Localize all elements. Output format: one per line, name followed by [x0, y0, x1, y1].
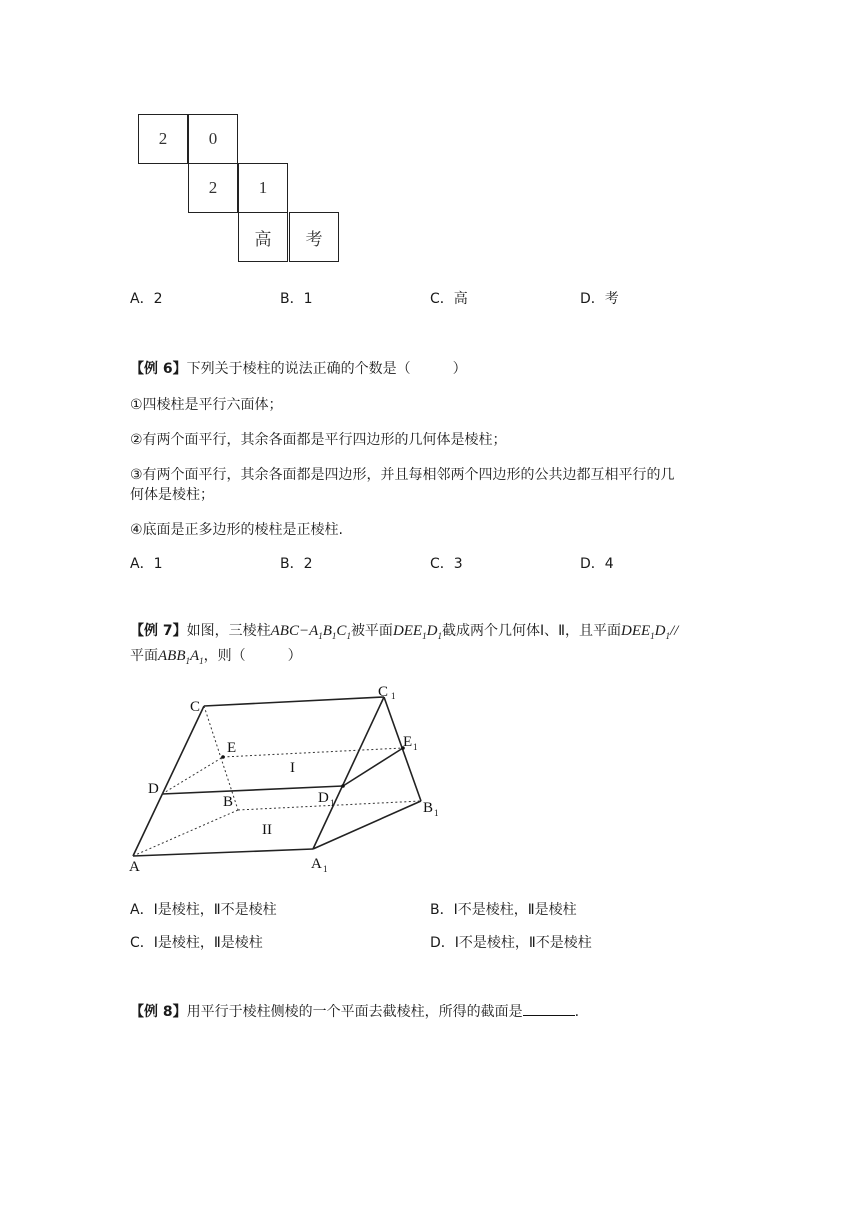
edge-AA1 — [133, 849, 313, 856]
subscript: 1 — [318, 631, 323, 641]
edge-CC1 — [204, 697, 384, 706]
point-D1 — [341, 784, 345, 788]
label-D1-sub: 1 — [330, 798, 335, 808]
plane-part: DEE — [392, 623, 423, 639]
label-B1: B — [423, 800, 434, 816]
label-A1: A — [311, 856, 322, 872]
label-C1: C — [378, 684, 389, 700]
hidden-EE1 — [223, 748, 403, 757]
label-B: B — [223, 794, 234, 810]
answer-blank[interactable] — [523, 1001, 575, 1016]
plane-part: D — [426, 623, 438, 639]
example8-text: 用平行于棱柱侧棱的一个平面去截棱柱，所得的截面是 — [186, 1004, 523, 1020]
label-A: A — [129, 859, 140, 875]
label-I: I — [290, 760, 295, 776]
net-cell: 0 — [188, 114, 238, 164]
prism-part: C — [336, 623, 347, 639]
label-C1-sub: 1 — [391, 691, 396, 701]
option-d[interactable]: D．考 — [580, 291, 619, 307]
plane-part: ABB — [158, 648, 186, 664]
plane-part: D — [654, 623, 666, 639]
label-D: D — [148, 781, 159, 797]
example6-label: 【例 6】 — [130, 361, 187, 377]
example8-question — [130, 1001, 579, 1021]
label-B1-sub: 1 — [434, 808, 439, 818]
example7-text: 被平面 — [350, 623, 393, 639]
point-E — [221, 755, 225, 759]
example7-label: 【例 7】 — [130, 623, 187, 639]
option-a[interactable]: A．1 — [130, 556, 163, 572]
option-d[interactable]: D．4 — [580, 556, 614, 572]
statement-3-cont: 何体是棱柱； — [130, 487, 214, 503]
option-d[interactable]: D．Ⅰ不是棱柱，Ⅱ不是棱柱 — [430, 935, 592, 951]
option-c[interactable]: C．Ⅰ是棱柱，Ⅱ是棱柱 — [130, 935, 263, 951]
edge-C1A1 — [313, 697, 384, 849]
net-cell: 2 — [138, 114, 188, 164]
subscript: 1 — [185, 656, 190, 666]
option-c[interactable]: C．高 — [430, 291, 468, 307]
plane-part: DEE — [620, 623, 651, 639]
edge-CA — [133, 706, 204, 856]
label-E1-sub: 1 — [413, 742, 418, 752]
subscript: 1 — [650, 631, 655, 641]
label-D1: D — [318, 790, 329, 806]
edge-A1B1 — [313, 801, 421, 849]
subscript: 1 — [346, 631, 351, 641]
statement-3: ③有两个面平行，其余各面都是四边形，并且每相邻两个四边形的公共边都互相平行的几 — [130, 467, 675, 483]
statement-2: ②有两个面平行，其余各面都是平行四边形的几何体是棱柱； — [130, 432, 507, 448]
hidden-AB — [133, 810, 238, 856]
label-A1-sub: 1 — [323, 864, 328, 874]
option-b[interactable]: B．1 — [280, 291, 313, 307]
option-b[interactable]: B．2 — [280, 556, 313, 572]
prism-part: B — [322, 623, 332, 639]
parallel-symbol: // — [670, 623, 679, 639]
example7-text: ，则（ ） — [203, 648, 302, 664]
option-c[interactable]: C．3 — [430, 556, 463, 572]
plane-part: A — [190, 648, 200, 664]
label-II: II — [262, 822, 272, 838]
example7-text: 平面 — [130, 648, 158, 664]
subscript: 1 — [665, 631, 670, 641]
option-a[interactable]: A．Ⅰ是棱柱，Ⅱ不是棱柱 — [130, 902, 277, 918]
option-b[interactable]: B．Ⅰ不是棱柱，Ⅱ是棱柱 — [430, 902, 577, 918]
net-cell: 1 — [238, 163, 288, 213]
label-E: E — [227, 740, 237, 756]
option-a[interactable]: A．2 — [130, 291, 163, 307]
example7-text: 截成两个几何体Ⅰ、Ⅱ，且平面 — [441, 623, 621, 639]
label-E1: E — [403, 734, 413, 750]
example6-text: 下列关于棱柱的说法正确的个数是（ ） — [186, 361, 467, 377]
example7-text: 如图，三棱柱 — [186, 623, 271, 639]
edge-DD1 — [162, 786, 343, 794]
example8-label: 【例 8】 — [130, 1004, 187, 1020]
statement-4: ④底面是正多边形的棱柱是正棱柱. — [130, 522, 344, 538]
subscript: 1 — [437, 631, 442, 641]
subscript: 1 — [199, 656, 204, 666]
prism-part: ABC−A — [270, 623, 319, 639]
statement-1: ①四棱柱是平行六面体； — [130, 397, 283, 413]
net-cell: 考 — [289, 212, 339, 262]
net-cell: 2 — [188, 163, 238, 213]
net-cell: 高 — [238, 212, 288, 262]
subscript: 1 — [331, 631, 337, 641]
label-C: C — [190, 699, 201, 715]
subscript: 1 — [422, 631, 427, 641]
example8-end: . — [574, 1004, 580, 1020]
